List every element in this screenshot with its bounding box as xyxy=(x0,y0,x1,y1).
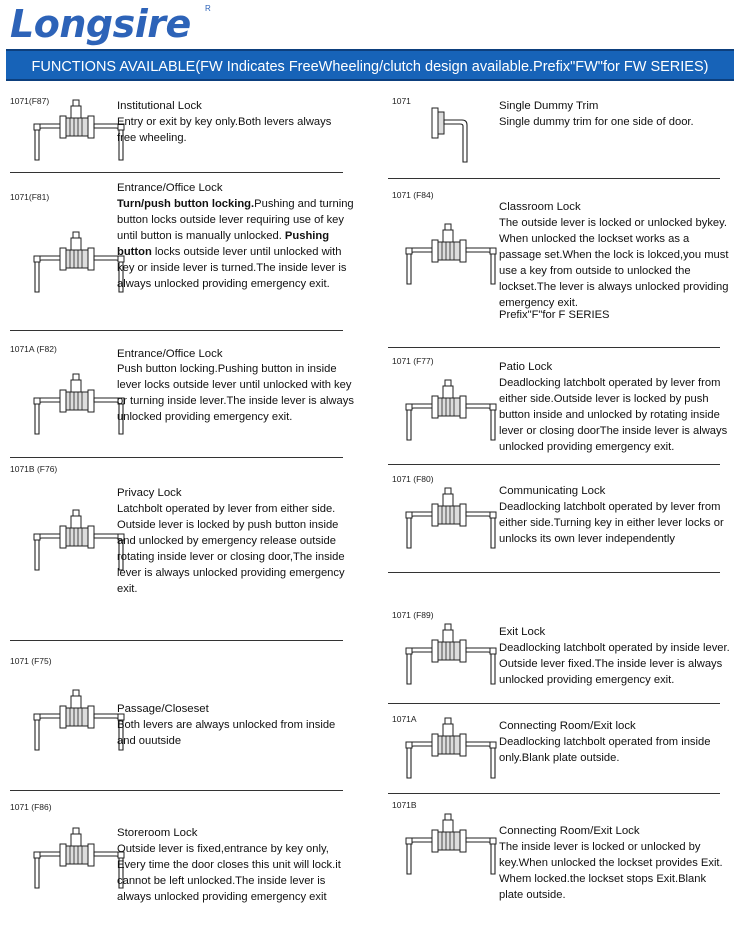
model-code: 1071A (F82) xyxy=(10,344,57,354)
function-title: Entrance/Office Lock xyxy=(117,182,223,194)
function-title: Privacy Lock xyxy=(117,487,182,499)
function-description: Push button locking.Pushing button in inside lever locks outside lever until unlocked with key or turning inside lever.The inside lever is always unlocked providing emergency exit. xyxy=(117,363,354,423)
model-code: 1071 (F84) xyxy=(392,190,434,200)
divider xyxy=(388,178,720,179)
function-description: Both levers are always unlocked from inside and ouutside xyxy=(117,719,336,747)
function-description: Entry or exit by key only.Both levers always free wheeling. xyxy=(117,116,332,144)
function-description: Outside lever is fixed,entrance by key only, Every time the door closes this unit will lock.it cannot be left unlocked.The inside lever is always unlocked providing emergency exit xyxy=(117,843,341,903)
lever-lock-drawing xyxy=(402,486,500,550)
lever-lock-drawing xyxy=(30,372,128,436)
lever-lock-drawing xyxy=(402,378,500,442)
lever-lock-drawing xyxy=(30,98,128,162)
function-description: Deadlocking latchbolt operated from inside only.Blank plate outside. xyxy=(499,736,711,764)
lever-lock-drawing xyxy=(402,716,500,780)
description-text: Pushing and turning button locks outside lever requiring use of key until button is manually unlocked. xyxy=(117,198,354,242)
function-title: Storeroom Lock xyxy=(117,827,198,839)
lever-lock-drawing xyxy=(402,222,500,286)
function-title: Exit Lock xyxy=(499,626,546,638)
function-description: Latchbolt operated by lever from either side. Outside lever is locked by push button inside and unlocked by emergency release outside rotating inside lever or closing door,The inside lever is always unlocked providing emergency exit. xyxy=(117,503,345,595)
divider xyxy=(10,457,343,458)
function-description: Deadlocking latchbolt operated by lever from either side.Turning key in either lever locks or unlocks its own lever independently xyxy=(499,501,724,545)
function-description: Deadlocking latchbolt operated by lever from either side.Outside lever is locked by push button inside and unlocked by rotating inside lever or closing doorThe inside lever is always unlocked providing emergency exit. xyxy=(499,377,728,453)
registered-mark: R xyxy=(205,4,211,13)
divider xyxy=(10,172,343,173)
divider xyxy=(10,330,343,331)
bold-phrase: Turn/push button locking. xyxy=(117,198,255,210)
lever-lock-drawing xyxy=(30,508,128,572)
model-code: 1071 (F89) xyxy=(392,610,434,620)
model-code: 1071B (F76) xyxy=(10,464,58,474)
divider xyxy=(388,464,720,465)
model-code: 1071 xyxy=(392,96,411,106)
model-code: 1071B xyxy=(392,800,417,810)
model-code: 1071 (F75) xyxy=(10,656,52,666)
function-title: Connecting Room/Exit lock xyxy=(499,720,636,732)
function-title: Entrance/Office Lock xyxy=(117,348,223,360)
function-description: The outside lever is locked or unlocked bykey. When unlocked the lockset works as a passage set.When the lock is lokced,you must use a key from outside to unlocked the lockset.The lever is always unlocked providing emergency exit. xyxy=(499,217,729,309)
lever-lock-drawing xyxy=(402,812,500,884)
lever-lock-drawing xyxy=(30,826,128,898)
divider xyxy=(388,703,720,704)
model-code: 1071 (F86) xyxy=(10,802,52,812)
model-code: 1071(F81) xyxy=(10,192,50,202)
function-title: Institutional Lock xyxy=(117,100,202,112)
model-code: 1071(F87) xyxy=(10,96,50,106)
brand-logo: Longsire xyxy=(10,2,191,46)
function-description xyxy=(117,197,357,292)
bold-phrase: Pushing button xyxy=(117,229,330,258)
series-note: Prefix"F"for F SERIES xyxy=(499,309,610,321)
function-title: Patio Lock xyxy=(499,361,553,373)
divider xyxy=(10,640,343,641)
function-title: Single Dummy Trim xyxy=(499,100,599,112)
function-title: Communicating Lock xyxy=(499,485,606,497)
dummy-trim-drawing xyxy=(402,100,474,164)
function-description: The inside lever is locked or unlocked by key.When unlocked the lockset provides Exit. Whem locked.the lockset stops Exit.Blank plate outside. xyxy=(499,841,723,901)
function-title: Passage/Closeset xyxy=(117,703,209,715)
divider xyxy=(388,347,720,348)
divider xyxy=(388,793,720,794)
lever-lock-drawing xyxy=(30,688,128,752)
function-title: Classroom Lock xyxy=(499,201,581,213)
function-title: Connecting Room/Exit Lock xyxy=(499,825,640,837)
function-description: Deadlocking latchbolt operated by inside lever. Outside lever fixed.The inside lever is always unlocked providing emergency exit. xyxy=(499,642,730,686)
lever-lock-drawing xyxy=(402,622,500,686)
model-code: 1071A xyxy=(392,714,417,724)
model-code: 1071 (F80) xyxy=(392,474,434,484)
divider xyxy=(10,790,343,791)
model-code: 1071 (F77) xyxy=(392,356,434,366)
divider xyxy=(388,572,720,573)
function-description: Single dummy trim for one side of door. xyxy=(499,116,694,128)
description-text: locks outside lever until unlocked with key or inside lever is turned.The inside lever is always unlocked providing emergency exit. xyxy=(117,245,347,290)
functions-banner: FUNCTIONS AVAILABLE(FW Indicates FreeWheeling/clutch design available.Prefix"FW"for FW SERIES) xyxy=(6,49,734,81)
lever-lock-drawing xyxy=(30,230,128,294)
